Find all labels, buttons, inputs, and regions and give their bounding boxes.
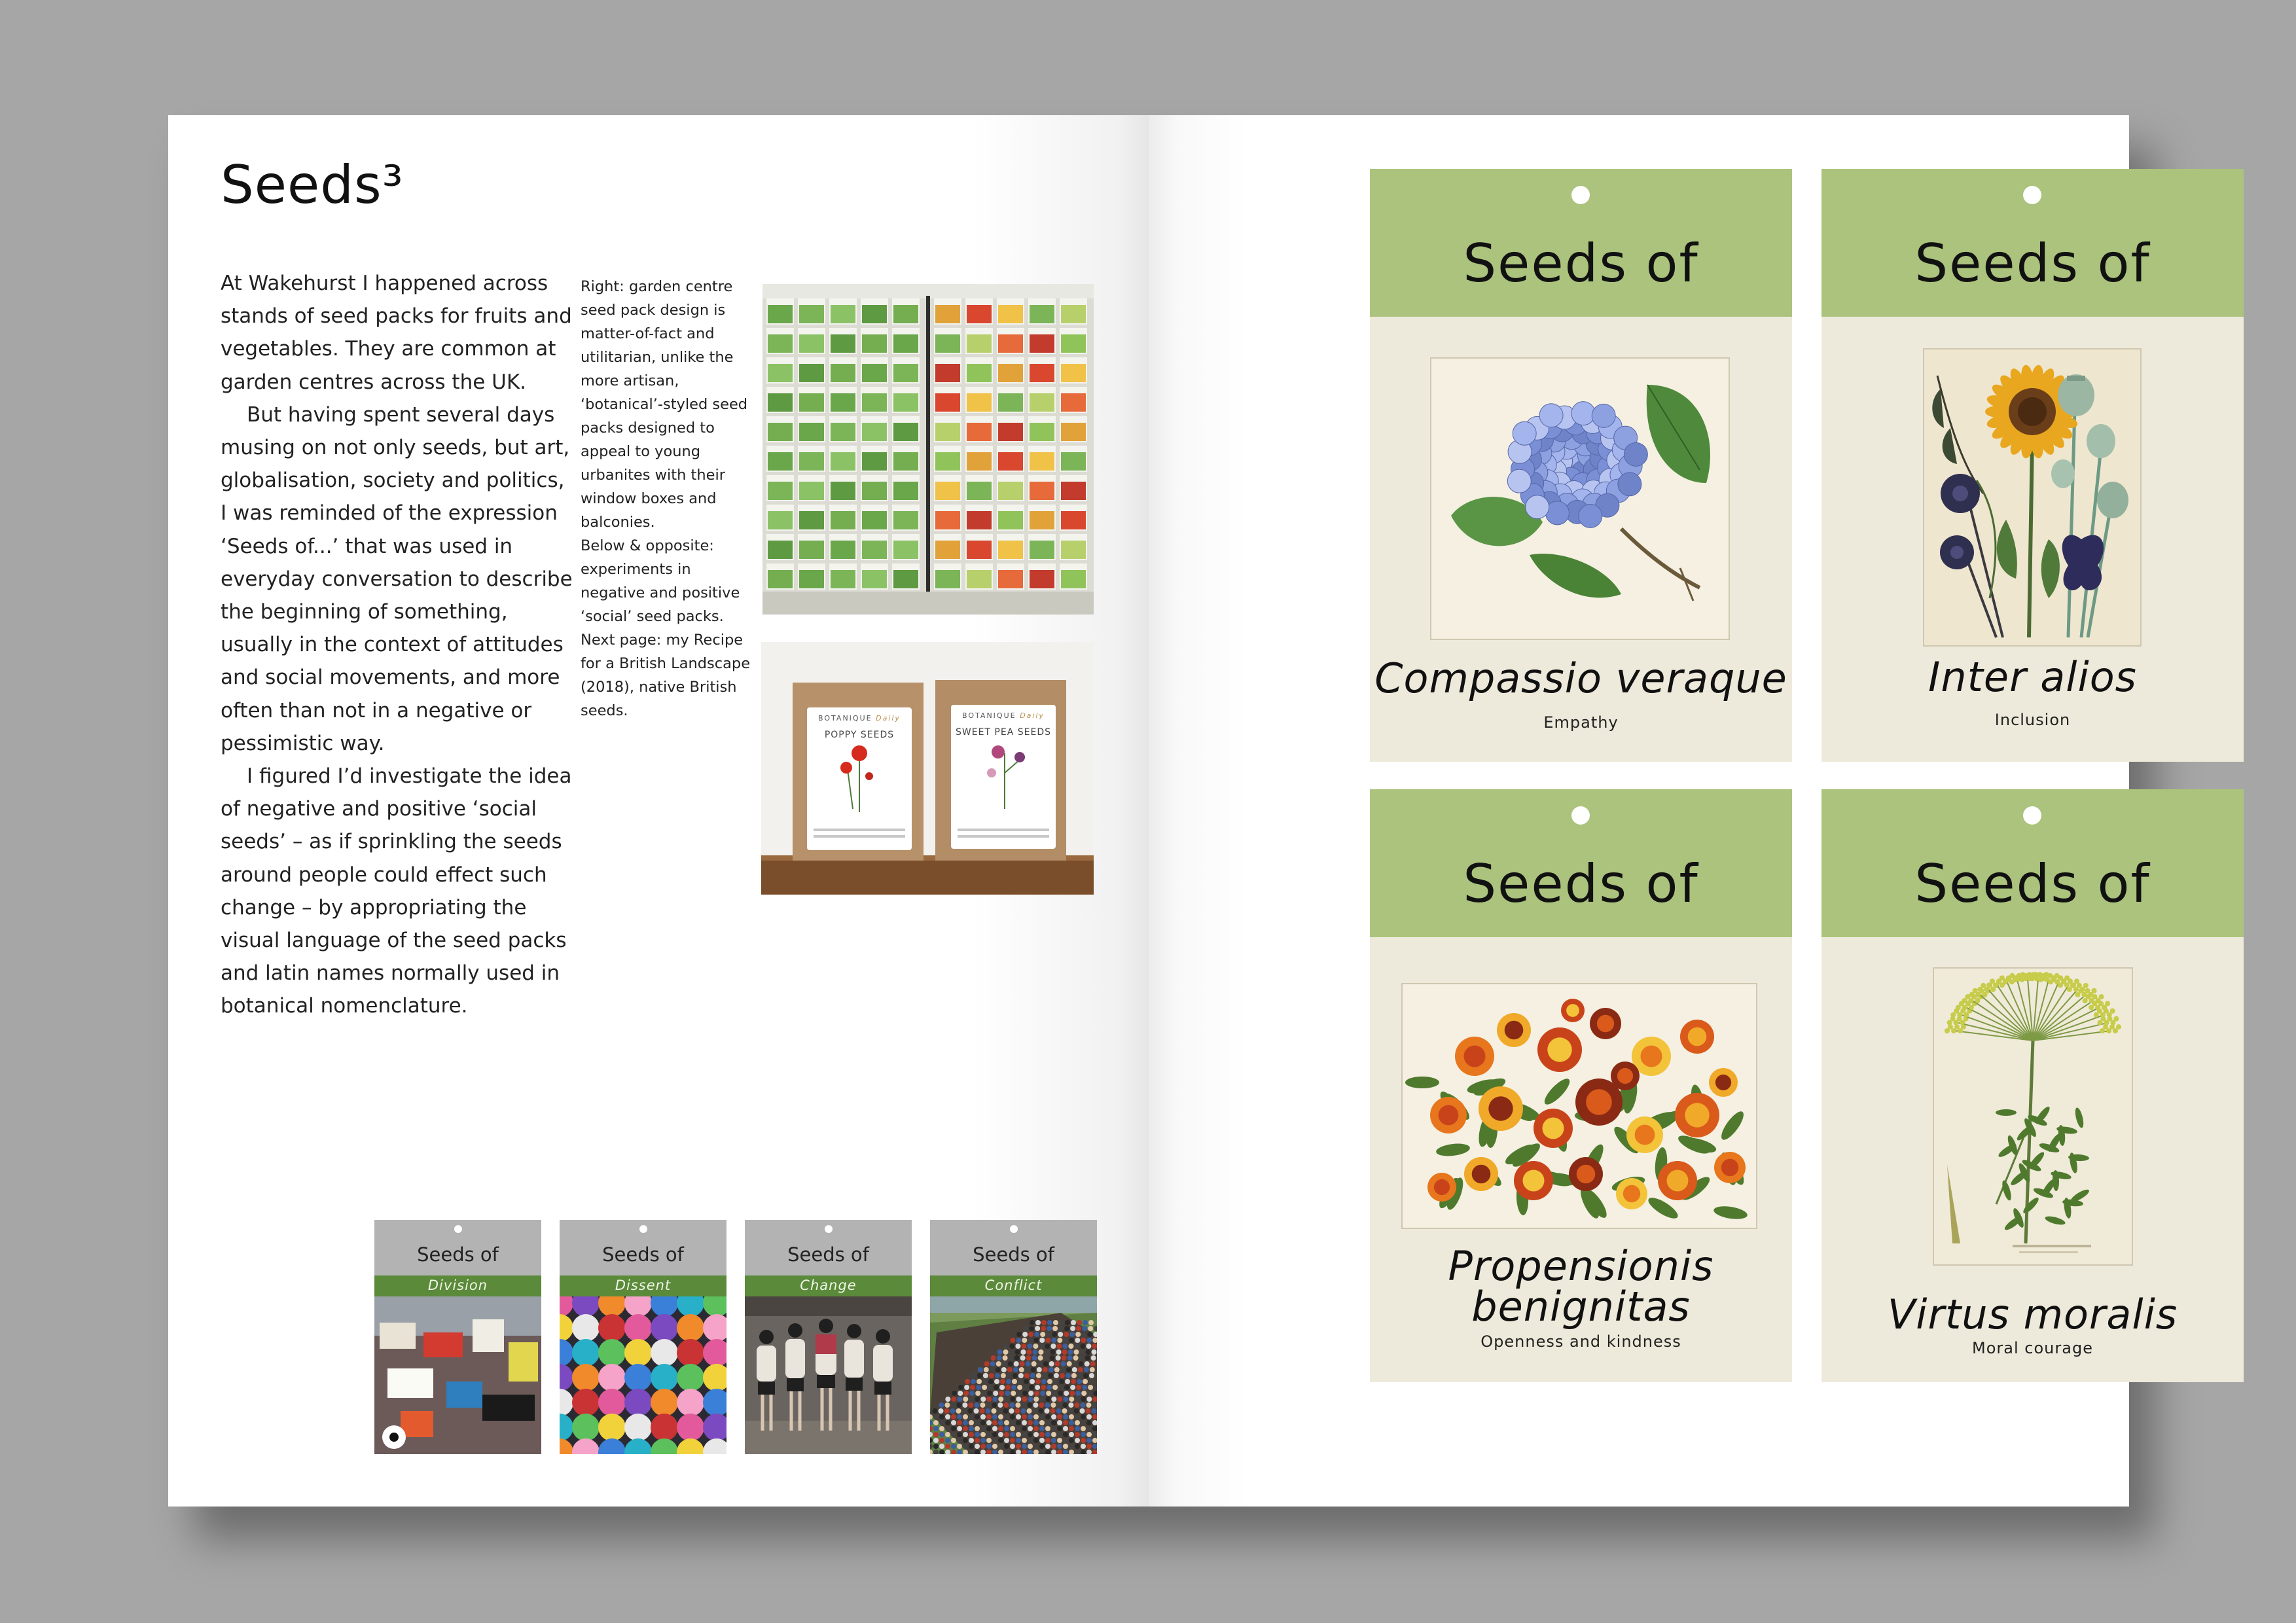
seed-packet-moral-courage — [1821, 789, 2244, 1382]
mini-pack-title: Seeds of — [787, 1243, 869, 1266]
hang-hole — [1010, 1225, 1018, 1233]
caption-below: Below & opposite: experiments in negative and positive ‘social’ seed packs. — [581, 537, 740, 625]
brand-right: BOTANIQUE — [962, 711, 1016, 720]
mini-pack-word: Conflict — [984, 1277, 1043, 1293]
refugees-photo — [930, 1296, 1097, 1454]
packet-latin-name: Inter alios — [1928, 653, 2137, 701]
page-title: Seeds³ — [221, 154, 404, 215]
sunflower-illustration — [1923, 348, 2142, 647]
packet-latin-name: Virtus moralis — [1887, 1291, 2178, 1338]
booklet-spread — [168, 115, 2178, 1507]
hydrangea-illustration — [1430, 357, 1730, 640]
hang-hole — [825, 1225, 833, 1233]
hang-hole — [2023, 186, 2041, 204]
caption-next-page: Next page: my Recipe for a British Landscape (2018), native British seeds. — [581, 632, 751, 719]
mini-pack-word: Dissent — [615, 1277, 672, 1293]
captions — [581, 275, 751, 722]
seed-packet-openness — [1370, 789, 1792, 1382]
seed-boxes-photo — [761, 642, 1094, 895]
body-paragraph-2: But having spent several days musing on not only seeds, but art, globalisation, society and politics, I was reminded of the expression ‘Seeds of...’ that was used in everyday conversation to describe the beginning of something, usually in the context of attitudes and social movements, and more often than not in a negative or pessimistic way. — [221, 402, 573, 755]
umbrellas-photo — [560, 1296, 726, 1454]
packet-latin-name-line-1: Propensionis — [1448, 1242, 1714, 1290]
hang-hole — [639, 1225, 647, 1233]
caption-right: Right: garden centre seed pack design is matter-of-fact and utilitarian, unlike the more artisan, ‘botanical’-styled seed packs designed to appeal to young urbanites with their window boxes and balconies. — [581, 278, 748, 531]
mini-pack-division — [374, 1220, 541, 1454]
mini-pack-title: Seeds of — [973, 1243, 1054, 1266]
packet-latin-name-line-2: benignitas — [1471, 1283, 1691, 1330]
seed-packet-inclusion — [1821, 169, 2244, 762]
hang-hole — [454, 1225, 462, 1233]
mini-pack-change — [745, 1220, 912, 1454]
protest-photo — [374, 1296, 541, 1454]
packet-title: Seeds of — [1463, 233, 1699, 294]
seed-packet-empathy — [1370, 169, 1792, 762]
seed-rack-photo — [762, 284, 1094, 615]
figures-photo — [745, 1296, 912, 1454]
hang-hole — [2023, 806, 2041, 825]
packet-meaning: Moral courage — [1972, 1339, 2093, 1357]
pack-left-name: POPPY SEEDS — [824, 730, 895, 740]
packet-latin-name: Compassio veraque — [1374, 654, 1787, 702]
body-paragraph-3: I figured I’d investigate the idea of negative and positive ‘social seeds’ – as if sprinkling the seeds around people could effect such change – by appropriating the visual language of the seed packs and latin names normally used in botanical nomenclature. — [221, 764, 572, 1018]
hang-hole — [1571, 806, 1590, 825]
packet-meaning: Empathy — [1543, 713, 1619, 732]
packet-title: Seeds of — [1463, 853, 1699, 914]
body-paragraph-1: At Wakehurst I happened across stands of seed packs for fruits and vegetables. They are common at garden centres across the UK. — [221, 272, 572, 394]
mini-pack-word: Division — [427, 1277, 488, 1293]
packet-meaning: Inclusion — [1994, 711, 2071, 729]
marigold-illustration — [1401, 983, 1757, 1229]
mini-pack-conflict — [930, 1220, 1097, 1454]
brand-left-script: Daily — [876, 714, 901, 722]
body-text — [221, 267, 574, 1023]
left-page — [168, 115, 1149, 1507]
mini-pack-title: Seeds of — [602, 1243, 684, 1266]
packet-title: Seeds of — [1914, 853, 2151, 914]
pack-right-name: SWEET PEA SEEDS — [956, 727, 1051, 738]
brand-left: BOTANIQUE — [818, 714, 872, 722]
packet-meaning: Openness and kindness — [1480, 1332, 1681, 1351]
mini-pack-word: Change — [800, 1277, 857, 1293]
umbellifer-illustration — [1933, 967, 2133, 1266]
right-page — [1149, 115, 2178, 1507]
hang-hole — [1571, 186, 1590, 204]
brand-right-script: Daily — [1020, 711, 1045, 720]
mini-pack-title: Seeds of — [417, 1243, 499, 1266]
mini-pack-dissent — [560, 1220, 726, 1454]
packet-title: Seeds of — [1914, 233, 2151, 294]
